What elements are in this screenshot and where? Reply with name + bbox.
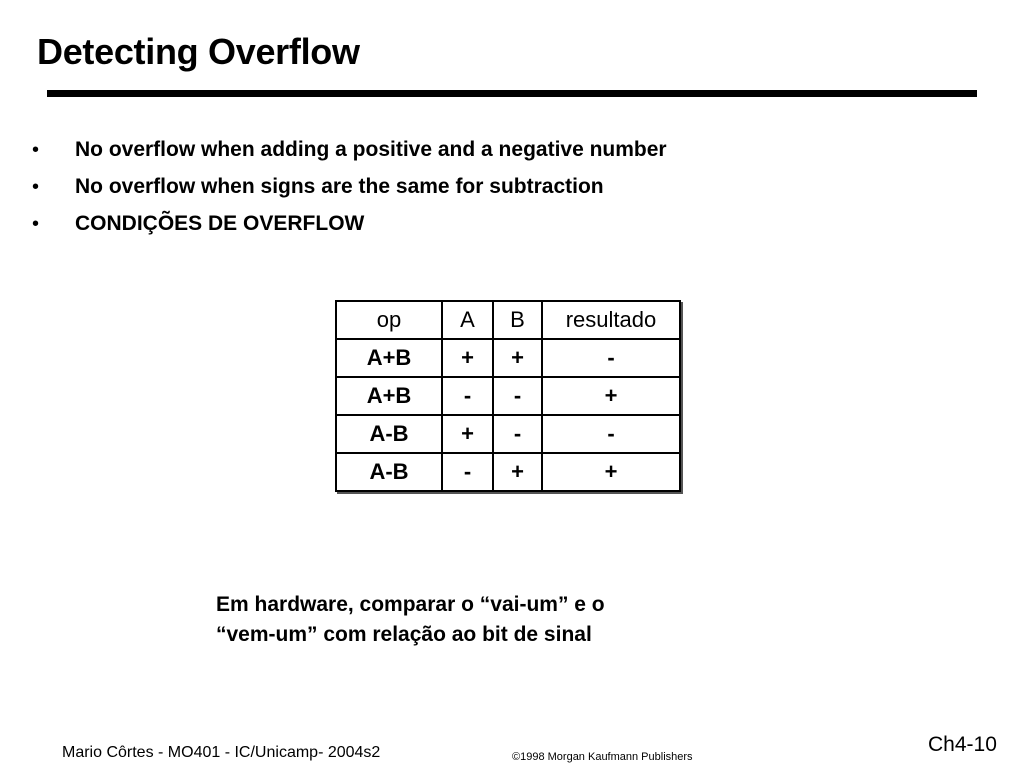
title-underline (47, 90, 977, 97)
cell-op: A-B (336, 453, 442, 491)
bullet-item (30, 132, 667, 169)
bullet-text: CONDIÇÕES DE OVERFLOW (75, 212, 365, 235)
header-resultado: resultado (542, 301, 680, 339)
hardware-note-line-1: Em hardware, comparar o “vai-um” e o (216, 593, 605, 616)
cell-resultado: + (542, 453, 680, 491)
bullet-marker: • (32, 213, 40, 235)
cell-resultado: - (542, 415, 680, 453)
bullet-marker: • (32, 176, 40, 198)
table-row (336, 377, 680, 415)
footer-author: Mario Côrtes - MO401 - IC/Unicamp- 2004s2 (62, 744, 381, 761)
overflow-conditions-table (335, 300, 681, 492)
hardware-note-line-2: “vem-um” com relação ao bit de sinal (216, 623, 592, 646)
table-header-row (336, 301, 680, 339)
slide-number: Ch4-10 (928, 733, 997, 756)
cell-resultado: - (542, 339, 680, 377)
bullet-item (30, 169, 667, 206)
cell-a: - (442, 453, 493, 491)
cell-a: + (442, 415, 493, 453)
bullet-text: No overflow when signs are the same for subtraction (75, 175, 604, 198)
table-row (336, 415, 680, 453)
bullet-text: No overflow when adding a positive and a negative number (75, 138, 667, 161)
cell-b: + (493, 339, 542, 377)
table-row (336, 453, 680, 491)
cell-b: - (493, 415, 542, 453)
footer-copyright: ©1998 Morgan Kaufmann Publishers (512, 751, 693, 763)
hardware-note (216, 590, 605, 650)
header-op: op (336, 301, 442, 339)
table-row (336, 339, 680, 377)
cell-b: - (493, 377, 542, 415)
cell-a: - (442, 377, 493, 415)
cell-a: + (442, 339, 493, 377)
header-a: A (442, 301, 493, 339)
bullet-item (30, 206, 667, 243)
cell-op: A+B (336, 377, 442, 415)
cell-op: A+B (336, 339, 442, 377)
slide-title: Detecting Overflow (37, 31, 360, 72)
bullet-marker: • (32, 139, 40, 161)
bullet-list (30, 132, 667, 243)
cell-resultado: + (542, 377, 680, 415)
header-b: B (493, 301, 542, 339)
cell-b: + (493, 453, 542, 491)
cell-op: A-B (336, 415, 442, 453)
